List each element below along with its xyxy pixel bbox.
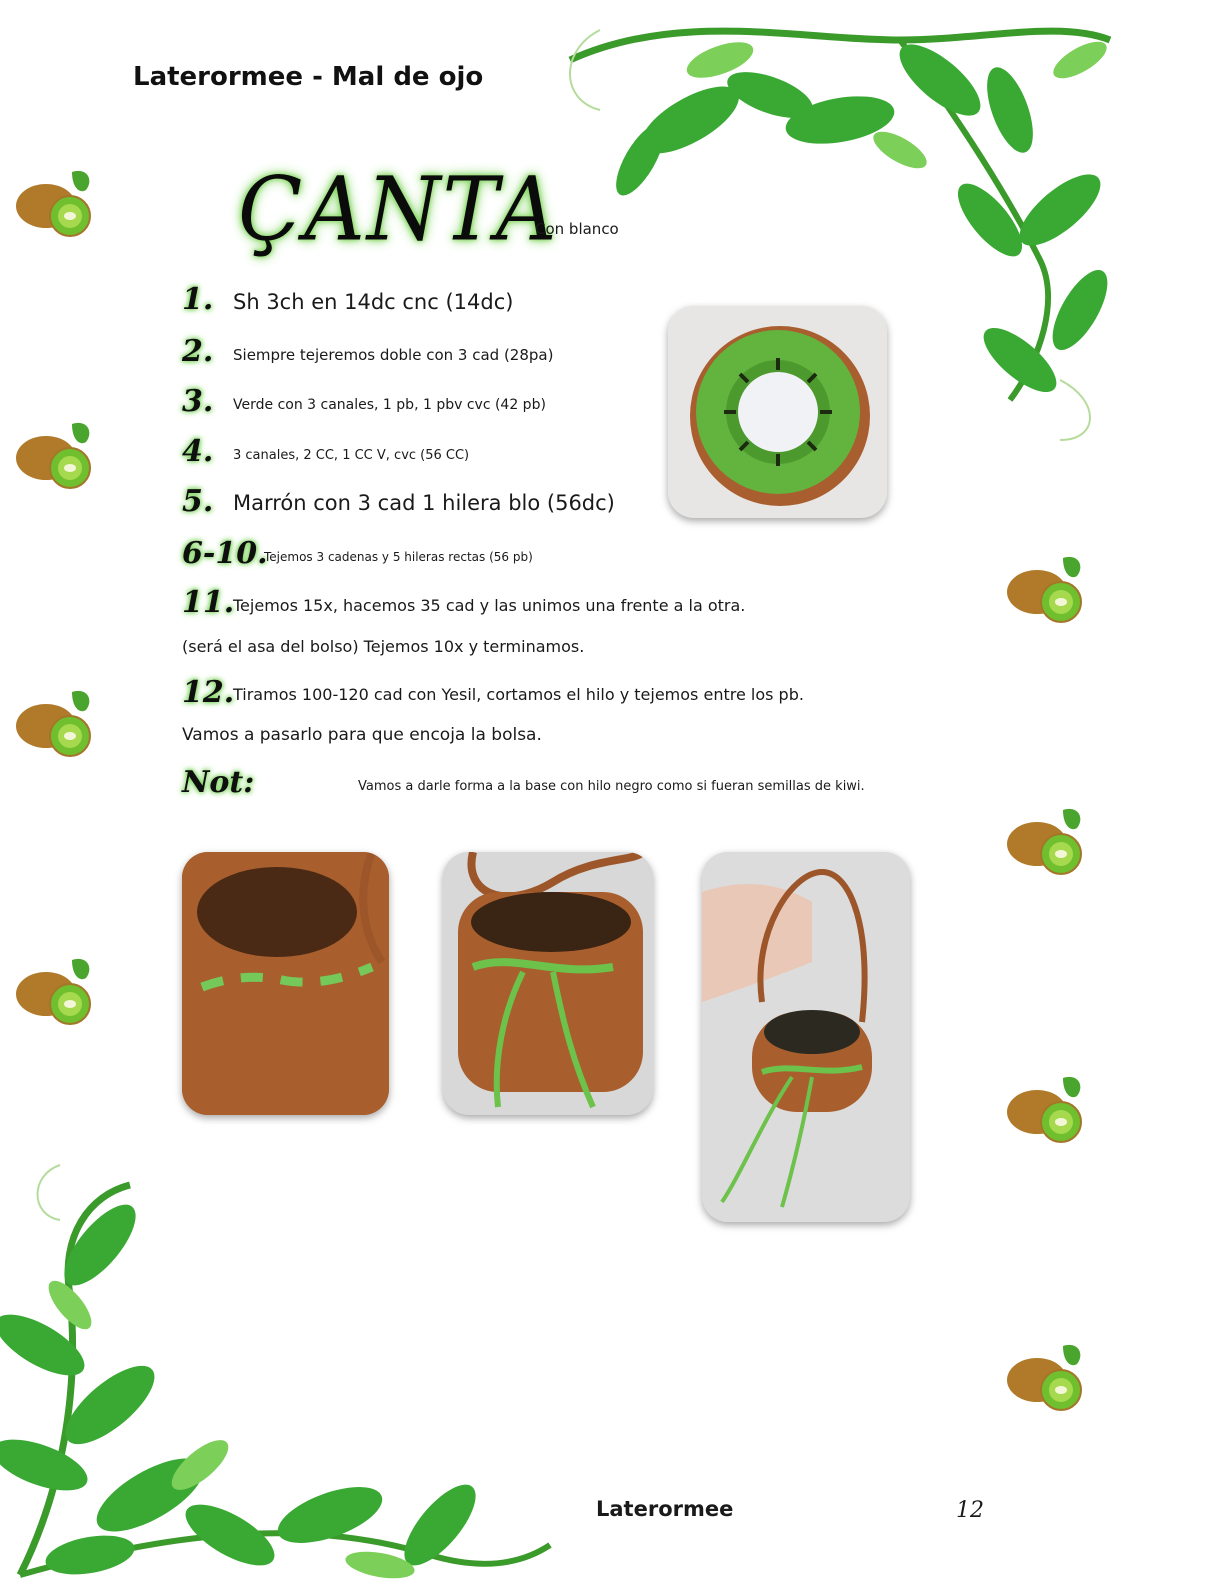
step-text: Tiramos 100-120 cad con Yesil, cortamos el hilo y tejemos entre los pb. — [233, 685, 804, 704]
step-number: 3. — [182, 384, 214, 419]
step-text: Tejemos 15x, hacemos 35 cad y las unimos una frente a la otra. — [233, 596, 746, 615]
kiwi-fruit-icon — [12, 414, 96, 494]
step-text-continued: (será el asa del bolso) Tejemos 10x y terminamos. — [182, 637, 585, 656]
kiwi-fruit-icon — [1003, 1336, 1087, 1416]
step-number: 5. — [182, 484, 214, 519]
step-text: 3 canales, 2 CC, 1 CC V, cvc (56 CC) — [233, 448, 470, 463]
step-text: Marrón con 3 cad 1 hilera blo (56dc) — [233, 491, 615, 515]
kiwi-fruit-icon — [12, 162, 96, 242]
bag-tied-photo — [443, 852, 653, 1115]
header-title: Laterormee - Mal de ojo — [133, 62, 484, 92]
step-text: Sh 3ch en 14dc cnc (14dc) — [233, 290, 514, 314]
kiwi-fruit-icon — [1003, 548, 1087, 628]
step-text-continued: Vamos a pasarlo para que encoja la bolsa. — [182, 725, 542, 745]
footer-author: Laterormee — [596, 1497, 734, 1521]
step-number: 11. — [182, 585, 235, 620]
page-number: 12 — [956, 1498, 984, 1523]
step-text: Siempre tejeremos doble con 3 cad (28pa) — [233, 346, 554, 364]
kiwi-fruit-icon — [12, 682, 96, 762]
bag-in-hand-photo — [702, 852, 910, 1222]
kiwi-coaster-photo — [668, 306, 887, 518]
step-number: 2. — [182, 334, 214, 369]
note-text: Vamos a darle forma a la base con hilo negro como si fueran semillas de kiwi. — [358, 779, 865, 794]
note-label: Not: — [182, 765, 255, 800]
step-number: 6-10. — [182, 536, 268, 571]
step-number: 1. — [182, 282, 214, 317]
kiwi-fruit-icon — [12, 950, 96, 1030]
step-number: 4. — [182, 434, 214, 469]
vine-bottom-left-decoration — [0, 1135, 560, 1584]
pattern-subtitle: Con blanco — [535, 220, 619, 238]
pattern-title: ÇANTA — [238, 157, 559, 261]
bag-drawstring-photo — [182, 852, 389, 1115]
kiwi-fruit-icon — [1003, 800, 1087, 880]
step-text: Tejemos 3 cadenas y 5 hileras rectas (56 pb) — [264, 550, 533, 564]
step-number: 12. — [182, 675, 235, 710]
step-text: Verde con 3 canales, 1 pb, 1 pbv cvc (42 pb) — [233, 397, 546, 413]
kiwi-fruit-icon — [1003, 1068, 1087, 1148]
